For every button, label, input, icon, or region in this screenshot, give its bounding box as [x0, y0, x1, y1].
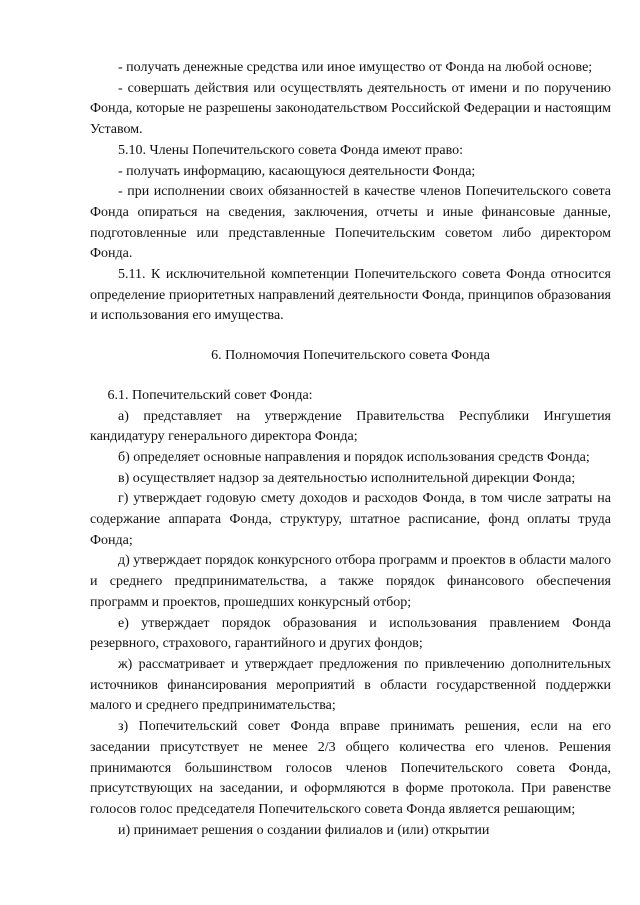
paragraph-5-10: 5.10. Члены Попечительского совета Фонда имеют право:	[118, 142, 464, 158]
paragraph-right-info: - получать информацию, касающуюся деятельности Фонда;	[118, 163, 476, 179]
list-item-a: а) представляет на утверждение Правительства Республики Ингушетия кандидатуру генерального директора Фонда;	[90, 408, 611, 445]
list-item-z: з) Попечительский совет Фонда вправе принимать решения, если на его заседании присутствует не менее 2/3 общего количества его членов. Решения принимаются большинством голосов членов Попечительского совета Фонда, присутствующих на заседании, и оформляются в форме протокола. При равенстве голосов голос председателя Попечительского совета Фонда является решающим;	[90, 719, 611, 817]
list-item-zh: ж) рассматривает и утверждает предложения по привлечению дополнительных источников финансирования мероприятий в области государственной поддержки малого и среднего предпринимательства;	[90, 656, 611, 714]
paragraph-5-11: 5.11. К исключительной компетенции Попечительского совета Фонда относится определение приоритетных направлений деятельности Фонда, принципов образования и использования его имущества.	[90, 267, 611, 324]
paragraph-prohibition-act-on-behalf: - совершать действия или осуществлять деятельность от имени и по поручению Фонда, которые не разрешены законодательством Российской Федерации и настоящим Уставом.	[90, 80, 611, 138]
paragraph-prohibition-receive-funds: - получать денежные средства или иное имущество от Фонда на любой основе;	[118, 60, 593, 75]
list-item-g: г) утверждает годовую смету доходов и расходов Фонда, в том числе затраты на содержание аппарата Фонда, структуру, штатное расписание, фонд оплаты труда Фонда;	[90, 491, 611, 548]
document-body	[90, 58, 611, 841]
paragraph-right-rely: - при исполнении своих обязанностей в качестве членов Попечительского совета Фонда опираться на сведения, заключения, отчеты и иные финансовые данные, подготовленные или представленные Попечительским советом либо директором Фонда.	[90, 184, 611, 262]
list-item-e: е) утверждает порядок образования и использования правлением Фонда резервного, страхового, гарантийного и других фондов;	[90, 615, 611, 652]
list-item-b: б) определяет основные направления и порядок использования средств Фонда;	[118, 449, 590, 465]
list-item-v: в) осуществляет надзор за деятельностью исполнительной дирекции Фонда;	[118, 470, 576, 486]
section-heading-6: 6. Полномочия Попечительского совета Фонда	[211, 348, 490, 364]
list-item-i: и) принимает решения о создании филиалов и (или) открытии	[118, 822, 490, 838]
list-item-d: д) утверждает порядок конкурсного отбора программ и проектов в области малого и среднего предпринимательства, а также порядок финансового обеспечения программ и проектов, прошедших конкурсный отбор;	[90, 553, 611, 610]
paragraph-6-1: 6.1. Попечительский совет Фонда:	[107, 387, 313, 403]
